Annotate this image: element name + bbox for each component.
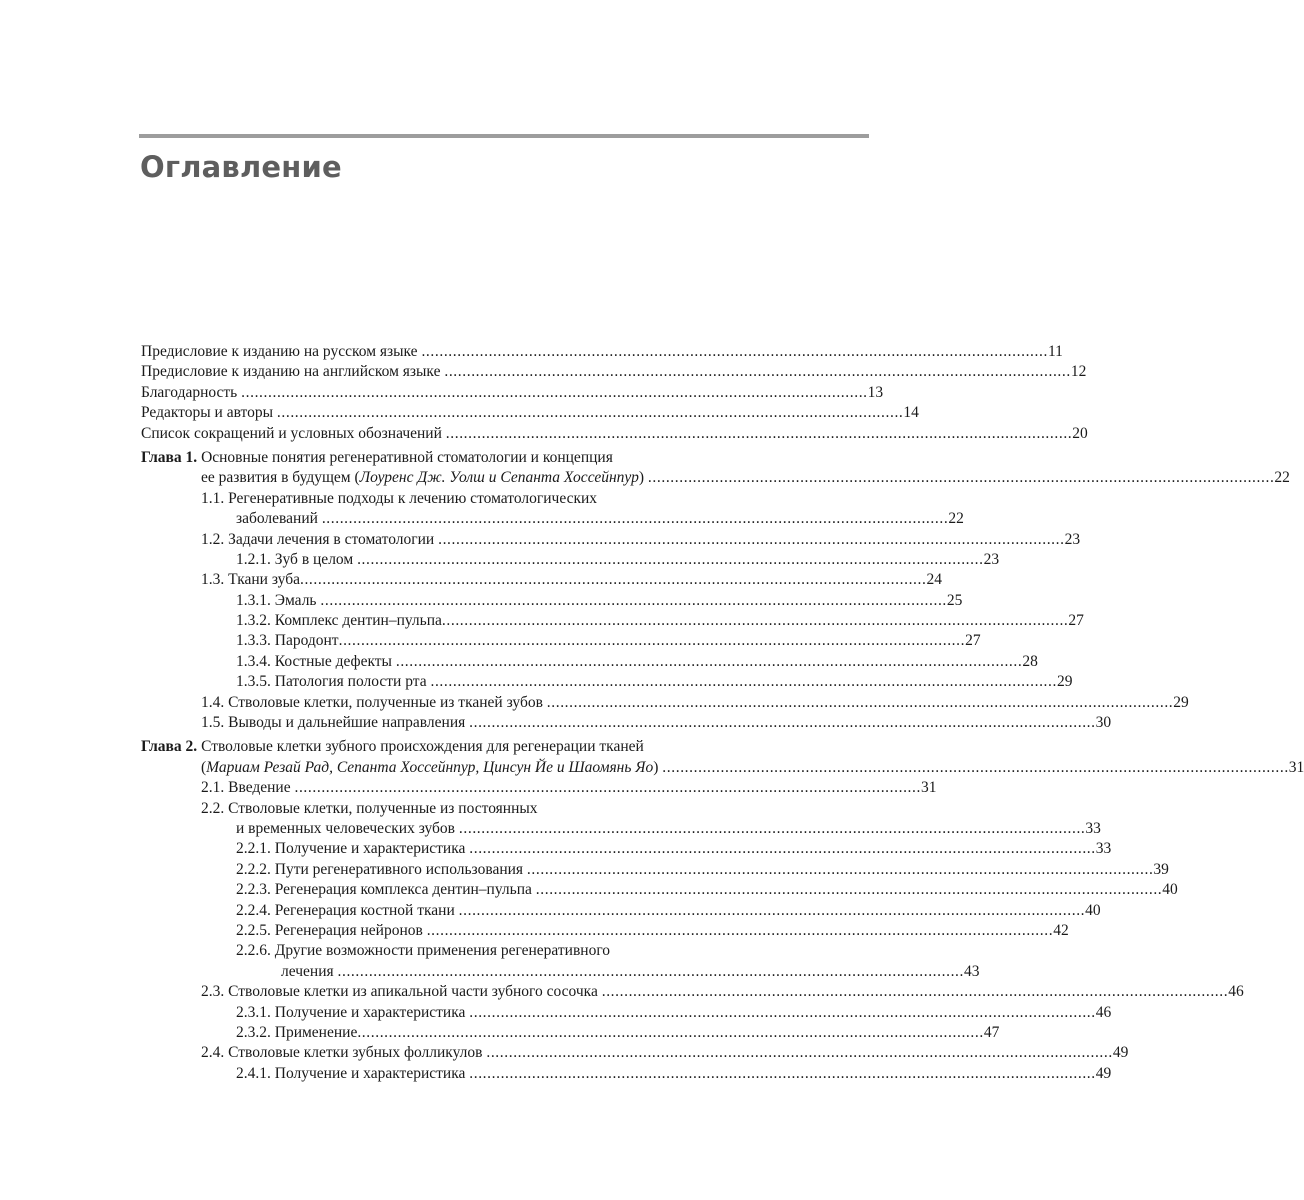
toc-section[interactable]: 1.4. Стволовые клетки, полученные из тканей зубов ............................................................................................................................................ 29 <box>141 693 747 713</box>
toc-section[interactable]: 1.5. Выводы и дальнейшие направления ............................................................................................................................................ 30 <box>141 713 747 733</box>
toc-entry[interactable]: Предисловие к изданию на русском языке ............................................................................................................................................ 11 <box>141 342 747 362</box>
page-number: 46 <box>1228 983 1244 1001</box>
page-number: 33 <box>1085 819 1101 837</box>
toc-subsection[interactable]: 2.2.2. Пути регенеративного использования ............................................................................................................................................ 39 <box>141 860 747 880</box>
leader-dots: ............................................................................................................................................ <box>662 758 1289 776</box>
page-number: 31 <box>1288 758 1304 776</box>
page-number: 22 <box>948 510 964 528</box>
leader-dots: ............................................................................................................................................ <box>546 693 1174 711</box>
leader-dots: ............................................................................................................................................ <box>469 1003 1096 1021</box>
leader-dots: ............................................................................................................................................ <box>294 779 921 797</box>
toc-section[interactable]: 1.1. Регенеративные подходы к лечению стоматологических <box>201 489 598 507</box>
page-number: 24 <box>926 571 942 589</box>
page-number: 43 <box>964 962 980 980</box>
toc-entry[interactable]: Редакторы и авторы ............................................................................................................................................ 14 <box>141 403 747 423</box>
page-number: 27 <box>1068 612 1084 630</box>
toc-subsection[interactable]: 2.2.6. Другие возможности применения регенеративного <box>236 942 611 960</box>
page-number: 23 <box>983 550 1000 568</box>
page-number: 42 <box>1053 921 1069 939</box>
table-of-contents <box>141 342 1304 1084</box>
toc-section[interactable]: 1.3. Ткани зуба ............................................................................................................................................ 24 <box>141 570 747 590</box>
toc-entry[interactable]: Список сокращений и условных обозначений ............................................................................................................................................ 20 <box>141 424 747 444</box>
page-number: 20 <box>1072 424 1088 442</box>
page-number: 47 <box>983 1023 1000 1041</box>
chapter-label: Глава 2. <box>141 738 198 756</box>
toc-entry[interactable]: Предисловие к изданию на английском языке ............................................................................................................................................ 12 <box>141 362 747 382</box>
page-number: 14 <box>903 404 919 422</box>
toc-section-cont[interactable]: заболеваний ............................................................................................................................................ 22 <box>141 509 747 529</box>
toc-subsection[interactable]: 2.2.4. Регенерация костной ткани ............................................................................................................................................ 40 <box>141 901 747 921</box>
toc-subsection[interactable]: 2.4.1. Получение и характеристика ............................................................................................................................................ 49 <box>141 1064 747 1084</box>
leader-dots: ............................................................................................................................................ <box>357 1023 984 1041</box>
page-number: 40 <box>1162 881 1178 899</box>
leader-dots: ............................................................................................................................................ <box>486 1044 1113 1062</box>
leader-dots: ............................................................................................................................................ <box>337 962 964 980</box>
toc-subsection[interactable]: 1.3.2. Комплекс дентин–пульпа ............................................................................................................................................ 27 <box>141 611 747 631</box>
toc-section[interactable]: 2.3. Стволовые клетки из апикальной части зубного сосочка ............................................................................................................................................ 46 <box>141 982 747 1002</box>
leader-dots: ............................................................................................................................................ <box>469 714 1096 732</box>
toc-subsection[interactable]: 2.2.3. Регенерация комплекса дентин–пульпа ............................................................................................................................................ 40 <box>141 880 747 900</box>
page-number: 11 <box>1047 343 1063 360</box>
leader-dots: ............................................................................................................................................ <box>458 819 1086 837</box>
leader-dots: ............................................................................................................................................ <box>320 591 947 609</box>
toc-section[interactable]: 2.4. Стволовые клетки зубных фолликулов ............................................................................................................................................ 49 <box>141 1043 747 1063</box>
page-number: 27 <box>965 632 981 650</box>
leader-dots: ............................................................................................................................................ <box>441 612 1069 630</box>
leader-dots: ............................................................................................................................................ <box>535 881 1163 899</box>
page-number: 33 <box>1095 840 1112 858</box>
chapter-1-heading-cont[interactable]: ее развития в будущем ( Лоуренс Дж. Уолш и Сепанта Хоссейнпур ) ............................................................................................................................................ 22 <box>141 468 747 488</box>
page-number: 28 <box>1022 652 1038 670</box>
leader-dots: ............................................................................................................................................ <box>647 469 1275 487</box>
page-title: Оглавление <box>140 150 342 184</box>
leader-dots: ............................................................................................................................................ <box>357 550 984 568</box>
page-number: 29 <box>1056 673 1073 691</box>
leader-dots: ............................................................................................................................................ <box>421 343 1048 360</box>
page-number: 12 <box>1070 363 1087 381</box>
toc-section[interactable]: 2.1. Введение ............................................................................................................................................ 31 <box>141 778 747 798</box>
leader-dots: ............................................................................................................................................ <box>299 571 927 589</box>
page-number: 29 <box>1173 693 1189 711</box>
page-number: 22 <box>1274 469 1290 487</box>
toc-section[interactable]: 1.2. Задачи лечения в стоматологии ............................................................................................................................................ 23 <box>141 530 747 550</box>
toc-subsection[interactable]: 1.3.1. Эмаль ............................................................................................................................................ 25 <box>141 591 747 611</box>
page-number: 49 <box>1095 1064 1112 1082</box>
toc-subsection[interactable]: 1.3.5. Патология полости рта ............................................................................................................................................ 29 <box>141 672 747 692</box>
chapter-1-heading[interactable]: Глава 1. Основные понятия регенеративной стоматологии и концепция <box>141 448 747 468</box>
chapter-2-heading-cont[interactable]: ( Мариам Резай Рад, Сепанта Хоссейнпур, Цинсун Йе и Шаомянь Яо ) ............................................................................................................................................ 31 <box>141 758 747 778</box>
page-number: 23 <box>1064 530 1081 548</box>
chapter-2-heading[interactable]: Глава 2. Стволовые клетки зубного происхождения для регенерации тканей <box>141 737 747 757</box>
leader-dots: ............................................................................................................................................ <box>526 860 1154 878</box>
leader-dots: ............................................................................................................................................ <box>276 404 904 422</box>
page-number: 39 <box>1153 860 1169 878</box>
leader-dots: ............................................................................................................................................ <box>601 983 1229 1001</box>
leader-dots: ............................................................................................................................................ <box>444 363 1071 381</box>
leader-dots: ............................................................................................................................................ <box>338 632 966 650</box>
leader-dots: ............................................................................................................................................ <box>426 921 1054 939</box>
toc-subsection[interactable]: 1.3.3. Пародонт ............................................................................................................................................ 27 <box>141 631 747 651</box>
leader-dots: ............................................................................................................................................ <box>469 1064 1096 1082</box>
leader-dots: ............................................................................................................................................ <box>430 673 1057 691</box>
leader-dots: ............................................................................................................................................ <box>321 510 949 528</box>
toc-subsection[interactable]: 2.2.5. Регенерация нейронов ............................................................................................................................................ 42 <box>141 921 747 941</box>
toc-subsection[interactable]: 1.3.4. Костные дефекты ............................................................................................................................................ 28 <box>141 652 747 672</box>
leader-dots: ............................................................................................................................................ <box>438 530 1065 548</box>
chapter-label: Глава 1. <box>141 448 198 466</box>
chapter-authors: Мариам Резай Рад, Сепанта Хоссейнпур, Цинсун Йе и Шаомянь Яо <box>206 758 654 776</box>
leader-dots: ............................................................................................................................................ <box>241 383 868 401</box>
page-number: 30 <box>1095 714 1112 732</box>
leader-dots: ............................................................................................................................................ <box>395 652 1023 670</box>
leader-dots: ............................................................................................................................................ <box>469 840 1096 858</box>
leader-dots: ............................................................................................................................................ <box>445 424 1073 442</box>
page-number: 25 <box>946 591 963 609</box>
toc-subsection[interactable]: 2.3.2. Применение ............................................................................................................................................ 47 <box>141 1023 747 1043</box>
page-number: 40 <box>1085 901 1101 919</box>
leader-dots: ............................................................................................................................................ <box>458 901 1086 919</box>
toc-subsection-cont[interactable]: лечения ............................................................................................................................................ 43 <box>141 962 747 982</box>
page-number: 13 <box>867 383 884 401</box>
chapter-authors: Лоуренс Дж. Уолш и Сепанта Хоссейнпур <box>359 469 639 487</box>
header-rule <box>139 134 869 138</box>
toc-section[interactable]: 2.2. Стволовые клетки, полученные из постоянных <box>201 799 538 817</box>
toc-subsection[interactable]: 1.2.1. Зуб в целом ............................................................................................................................................ 23 <box>141 550 747 570</box>
page-number: 49 <box>1112 1044 1129 1062</box>
toc-section-cont[interactable]: и временных человеческих зубов ............................................................................................................................................ 33 <box>141 819 747 839</box>
toc-subsection[interactable]: 2.2.1. Получение и характеристика ............................................................................................................................................ 33 <box>141 839 747 859</box>
toc-subsection[interactable]: 2.3.1. Получение и характеристика ............................................................................................................................................ 46 <box>141 1003 747 1023</box>
page-number: 46 <box>1095 1003 1112 1021</box>
toc-entry[interactable]: Благодарность ............................................................................................................................................ 13 <box>141 383 747 403</box>
page-number: 31 <box>920 779 937 797</box>
